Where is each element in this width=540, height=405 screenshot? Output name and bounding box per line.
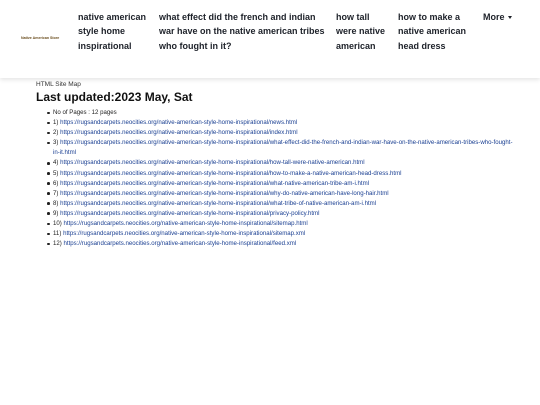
link-number: 10) — [53, 220, 62, 228]
nav-link-how-tall[interactable]: how tall were native american — [336, 12, 386, 51]
sitemap-link-list — [53, 108, 513, 249]
link-number: 8) — [53, 199, 59, 207]
nav-link-head-dress[interactable]: how to make a native american head dress — [398, 12, 467, 51]
sitemap-link[interactable]: https://rugsandcarpets.neocities.org/native-american-style-home-inspirational/sitemap.xml — [63, 230, 306, 238]
sitemap-label: HTML Site Map — [36, 81, 81, 88]
sitemap-link[interactable]: https://rugsandcarpets.neocities.org/native-american-style-home-inspirational/why-do-native-american-have-long-hair.html — [60, 189, 389, 197]
top-navbar — [0, 0, 540, 78]
link-number: 4) — [53, 159, 59, 167]
nav-more-dropdown[interactable] — [483, 10, 523, 24]
link-number: 11) — [53, 230, 62, 238]
sitemap-link-item — [53, 229, 513, 239]
sitemap-link[interactable]: https://rugsandcarpets.neocities.org/native-american-style-home-inspirational/what-native-american-tribe-am-i.html — [60, 179, 370, 187]
chevron-down-icon — [508, 16, 512, 19]
link-number: 9) — [53, 209, 59, 217]
sitemap-link[interactable]: https://rugsandcarpets.neocities.org/native-american-style-home-inspirational/what-tribe-of-native-american-am-i.html — [60, 199, 377, 207]
sitemap-link-item — [53, 138, 513, 158]
nav-link-native-american-style[interactable]: native american style home inspirational — [78, 12, 147, 51]
link-number: 7) — [53, 189, 59, 197]
nav-more-label: More — [483, 12, 505, 22]
sitemap-link[interactable]: https://rugsandcarpets.neocities.org/native-american-style-home-inspirational/sitemap.html — [63, 220, 308, 228]
sitemap-link[interactable]: https://rugsandcarpets.neocities.org/native-american-style-home-inspirational/privacy-policy.html — [60, 209, 320, 217]
link-number: 6) — [53, 179, 59, 187]
link-number: 12) — [53, 240, 62, 248]
sitemap-link-item — [53, 199, 513, 209]
link-number: 1) — [53, 119, 59, 127]
pages-count-item: No of Pages : 12 pages — [53, 108, 513, 118]
sitemap-link[interactable]: https://rugsandcarpets.neocities.org/native-american-style-home-inspirational/news.html — [60, 119, 298, 127]
link-number: 3) — [53, 139, 59, 147]
brand-logo[interactable]: Native American Store — [21, 36, 60, 40]
sitemap-link[interactable]: https://rugsandcarpets.neocities.org/native-american-style-home-inspirational/index.html — [60, 129, 298, 137]
sitemap-link-item — [53, 118, 513, 128]
sitemap-link[interactable]: https://rugsandcarpets.neocities.org/native-american-style-home-inspirational/how-tall-were-native-american.html — [60, 159, 365, 167]
link-number: 5) — [53, 169, 59, 177]
sitemap-link[interactable]: https://rugsandcarpets.neocities.org/native-american-style-home-inspirational/feed.xml — [63, 240, 297, 248]
sitemap-link-item — [53, 209, 513, 219]
last-updated-heading: Last updated:2023 May, Sat — [36, 90, 193, 104]
sitemap-link-item — [53, 219, 513, 229]
nav-link-french-indian-war[interactable]: what effect did the french and indian war have on the native american tribes who fought in it? — [159, 12, 325, 51]
sitemap-link-item — [53, 239, 513, 249]
sitemap-link-item — [53, 179, 513, 189]
sitemap-link[interactable]: https://rugsandcarpets.neocities.org/native-american-style-home-inspirational/what-effect-did-the-french-and-indian-war-have-on-the-native-american-tribes-who-fought-in-it.html — [53, 139, 513, 157]
sitemap-link-item — [53, 169, 513, 179]
sitemap-link-item — [53, 158, 513, 168]
sitemap-link[interactable]: https://rugsandcarpets.neocities.org/native-american-style-home-inspirational/how-to-make-a-native-american-head-dress.html — [60, 169, 402, 177]
sitemap-link-item — [53, 128, 513, 138]
sitemap-link-item — [53, 189, 513, 199]
link-number: 2) — [53, 129, 59, 137]
